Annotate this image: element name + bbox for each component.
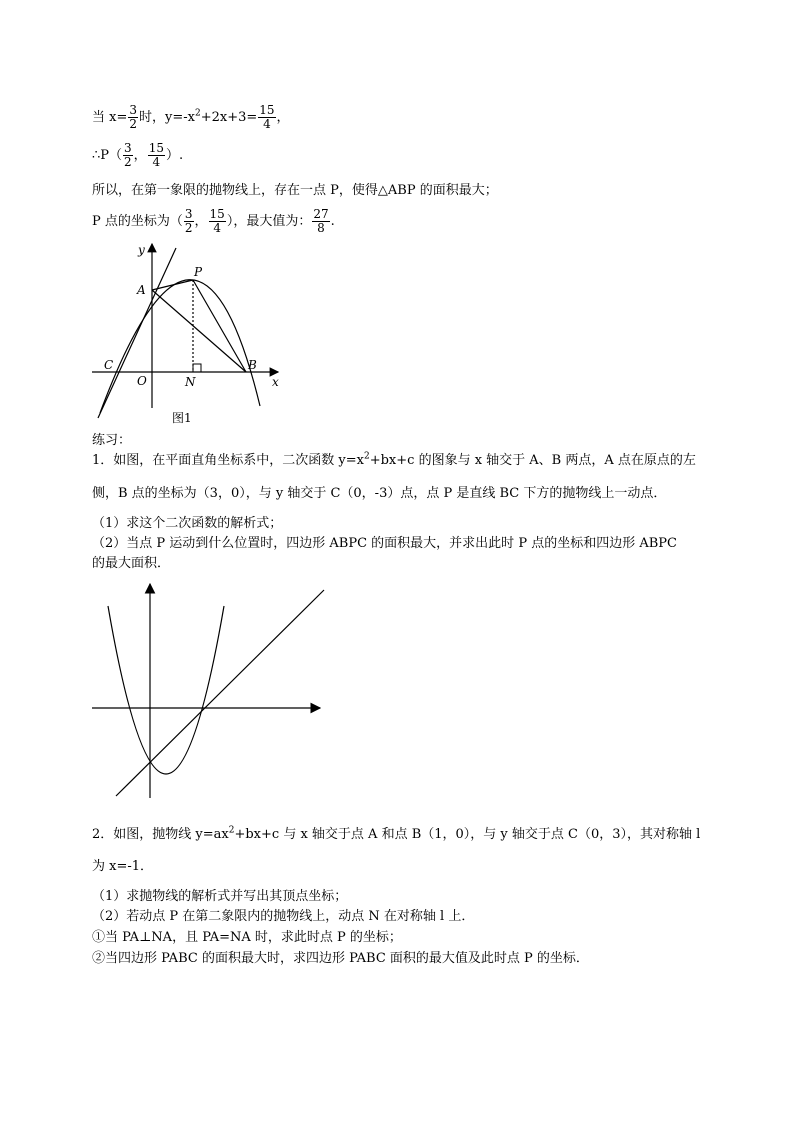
text: 当 x=	[92, 110, 128, 125]
exercise-title: 练习：	[92, 433, 132, 448]
segment-ap	[152, 280, 193, 290]
fraction	[148, 142, 165, 169]
q2-part-1: （1）求抛物线的解析式并写出其顶点坐标；	[92, 889, 348, 904]
q1-part-2: （2）当点 P 运动到什么位置时，四边形 ABPC 的面积最大，并求出此时 P 点的坐标和四边形 ABPC	[92, 536, 677, 551]
exponent: 2	[363, 451, 370, 462]
q2-line-1	[92, 826, 700, 844]
numerator: 15	[209, 207, 225, 221]
label-p: P	[194, 265, 203, 279]
text: ，	[194, 214, 208, 229]
text: .	[330, 214, 335, 229]
text: 2．如图，抛物线 y=ax	[92, 827, 229, 842]
denominator: 8	[317, 221, 325, 235]
text: ）.	[165, 148, 184, 163]
q1-line-1	[92, 452, 696, 470]
parabola	[108, 606, 224, 774]
label-o: O	[137, 374, 147, 388]
fraction	[258, 104, 275, 131]
fraction	[128, 104, 138, 131]
text: +bx+c 与 x 轴交于点 A 和点 B（1，0），与 y 轴交于点 C（0，3），其对称轴 l	[234, 827, 701, 842]
numerator: 3	[184, 207, 193, 221]
text: +bx+c 的图象与 x 轴交于 A、B 两点，A 点在原点的左	[369, 453, 696, 468]
denominator: 4	[213, 221, 221, 235]
numerator: 27	[313, 207, 329, 221]
solution-line-3: 所以，在第一象限的抛物线上，存在一点 P，使得△ABP 的面积最大；	[92, 183, 498, 198]
parabola	[100, 280, 260, 413]
q2-part-4: ②当四边形 PABC 的面积最大时，求四边形 PABC 面积的最大值及此时点 P 的坐标．	[92, 951, 589, 966]
text: 1．如图，在平面直角坐标系中，二次函数 y=x	[92, 453, 364, 468]
text: +2x+3=	[200, 110, 258, 125]
text: ，	[276, 110, 290, 125]
text: ，	[133, 148, 147, 163]
q1-part-2-cont: 的最大面积．	[92, 556, 171, 571]
solution-line-4	[92, 208, 335, 235]
q1-line-2: 侧，B 点的坐标为（3，0），与 y 轴交于 C（0，-3）点，点 P 是直线 BC 下方的抛物线上一动点．	[92, 486, 667, 501]
right-angle-mark	[193, 364, 201, 372]
label-n: N	[185, 375, 196, 389]
solution-line-2	[92, 142, 183, 169]
solution-line-1	[92, 104, 290, 131]
q2-part-2: （2）若动点 P 在第二象限内的抛物线上，动点 N 在对称轴 l 上．	[92, 909, 475, 924]
label-c: C	[104, 358, 114, 372]
figure-2	[88, 578, 330, 802]
segment-pb	[193, 280, 246, 372]
segment-ab	[152, 290, 246, 372]
fraction	[123, 142, 133, 169]
exponent: 2	[228, 825, 235, 836]
numerator: 3	[124, 141, 132, 155]
label-x: x	[272, 375, 279, 389]
line-bc	[116, 590, 324, 796]
q1-part-1: （1）求这个二次函数的解析式；	[92, 516, 283, 531]
figure-1	[80, 238, 300, 430]
numerator: 15	[148, 141, 164, 155]
denominator: 2	[129, 117, 137, 131]
denominator: 2	[184, 221, 193, 235]
denominator: 4	[152, 155, 161, 169]
text: ），最大值为：	[226, 214, 312, 229]
fraction	[184, 208, 194, 235]
line-ac	[98, 248, 176, 418]
text: ∴P（	[92, 148, 123, 163]
fraction	[209, 208, 226, 235]
numerator: 3	[129, 103, 137, 117]
label-y: y	[138, 243, 145, 257]
figure-caption: 图1	[172, 411, 192, 425]
denominator: 4	[263, 117, 271, 131]
label-a: A	[137, 283, 146, 297]
exponent: 2	[194, 108, 201, 119]
denominator: 2	[124, 155, 132, 169]
numerator: 15	[259, 103, 275, 117]
q2-part-3: ①当 PA⊥NA，且 PA=NA 时，求此时点 P 的坐标；	[92, 930, 402, 945]
label-b: B	[248, 358, 257, 372]
q2-line-2: 为 x=-1．	[92, 859, 154, 874]
text: P 点的坐标为（	[92, 214, 183, 229]
text: 时，y=-x	[139, 110, 195, 125]
fraction	[312, 208, 329, 235]
